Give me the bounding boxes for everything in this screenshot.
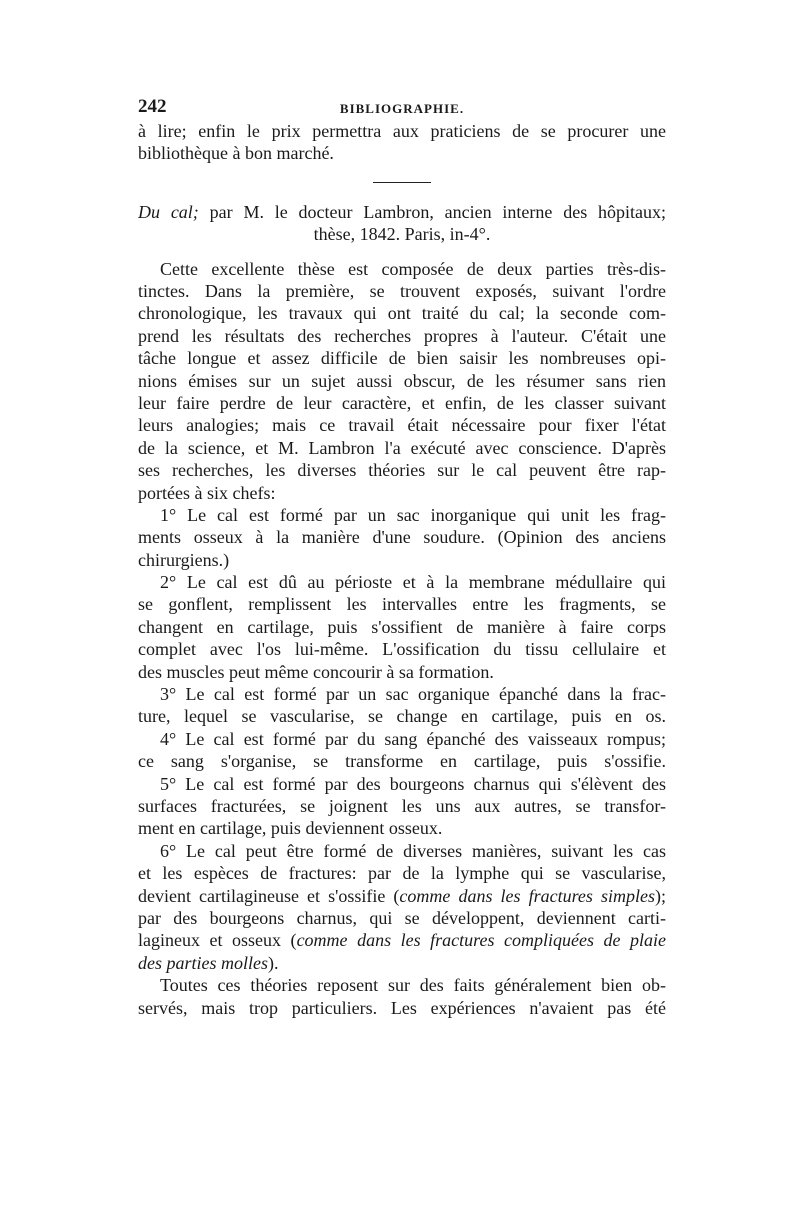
page-number: 242 (138, 96, 167, 117)
text-line (138, 952, 666, 974)
text-line: Toutes ces théories reposent sur des faits généralement bien ob- (160, 975, 666, 996)
text-line: surfaces fracturées, se joignent les uns aux autres, se transfor- (138, 796, 666, 817)
text-line: se gonflent, remplissent les intervalles entre les fragments, se (138, 594, 666, 615)
citation (138, 201, 666, 246)
text-line: des muscles peut même concourir à sa formation. (138, 661, 494, 682)
text-line: servés, mais trop particuliers. Les expériences n'avaient pas été (138, 997, 666, 1018)
italic-segment: comme dans les fractures compliquées de plaie (296, 930, 666, 951)
text-line: par des bourgeons charnus, qui se développent, deviennent carti- (138, 907, 666, 928)
text-line: leurs analogies; mais ce travail était nécessaire pour fixer l'état (138, 415, 666, 436)
text-line (138, 929, 666, 951)
text-line: chronologique, les travaux qui ont traité du cal; la seconde com- (138, 303, 666, 324)
book-page (138, 96, 666, 1019)
text-line: tinctes. Dans la première, se trouvent exposés, suivant l'ordre (138, 280, 666, 301)
body-text (138, 258, 666, 885)
text-line: ses recherches, les diverses théories sur le cal peuvent être rap- (138, 460, 666, 481)
text-line: leur faire perdre de leur caractère, et enfin, de les classer suivant (138, 392, 666, 413)
citation-details: thèse, 1842. Paris, in-4°. (313, 224, 491, 245)
text-line: 4° Le cal est formé par du sang épanché des vaisseaux rompus; (160, 728, 666, 749)
text-line: ment en cartilage, puis deviennent osseux. (138, 818, 443, 839)
text-line: 1° Le cal est formé par un sac inorganique qui unit les frag- (160, 504, 666, 525)
text-line: à lire; enfin le prix permettra aux praticiens de se procurer une (138, 121, 666, 141)
text-line: chirurgiens.) (138, 549, 230, 570)
text-line: ments osseux à la manière d'une soudure. (Opinion des anciens (138, 527, 666, 548)
text-segment: lagineux et osseux ( (138, 930, 297, 951)
italic-segment: comme dans les fractures simples (399, 885, 655, 906)
text-line: nions émises sur un sujet aussi obscur, de les résumer sans rien (138, 370, 666, 391)
text-line: 2° Le cal est dû au périoste et à la membrane médullaire qui (160, 572, 666, 593)
citation-line (138, 201, 666, 223)
running-title: BIBLIOGRAPHIE. (339, 101, 465, 116)
text-line: ce sang s'organise, se transforme en cartilage, puis s'ossifie. (138, 751, 666, 772)
work-title: Du cal; (138, 201, 199, 222)
text-line: tâche longue et assez difficile de bien saisir les nombreuses opi- (138, 348, 666, 369)
text-line: 3° Le cal est formé par un sac organique épanché dans la frac- (160, 684, 666, 705)
text-line: ture, lequel se vascularise, se change en cartilage, puis en os. (138, 706, 666, 727)
text-line: de la science, et M. Lambron l'a exécuté avec conscience. D'après (138, 437, 666, 458)
text-line: changent en cartilage, puis s'ossifient de manière à faire corps (138, 616, 666, 637)
section-divider (373, 182, 431, 183)
text-line: bibliothèque à bon marché. (138, 143, 334, 164)
text-line: Cette excellente thèse est composée de deux parties très-dis- (160, 258, 666, 279)
text-segment: ); (654, 885, 666, 906)
text-line: 5° Le cal est formé par des bourgeons charnus qui s'élèvent des (160, 773, 666, 794)
text-segment: devient cartilagineuse et s'ossifie ( (138, 885, 400, 906)
text-line: 6° Le cal peut être formé de diverses manières, suivant les cas (160, 840, 666, 861)
page-header (138, 96, 666, 118)
text-line: complet avec l'os lui-même. L'ossification du tissu cellulaire et (138, 639, 666, 660)
text-line: portées à six chefs: (138, 482, 276, 503)
text-line (138, 885, 666, 907)
italic-segment: des parties molles (138, 952, 268, 973)
text-line: et les espèces de fractures: par de la lymphe qui se vascularise, (138, 863, 666, 884)
text-line: prend les résultats des recherches propres à l'auteur. C'était une (138, 325, 666, 346)
citation-author: par M. le docteur Lambron, ancien interne des hôpitaux; (209, 201, 666, 222)
text-segment: ). (268, 952, 279, 973)
